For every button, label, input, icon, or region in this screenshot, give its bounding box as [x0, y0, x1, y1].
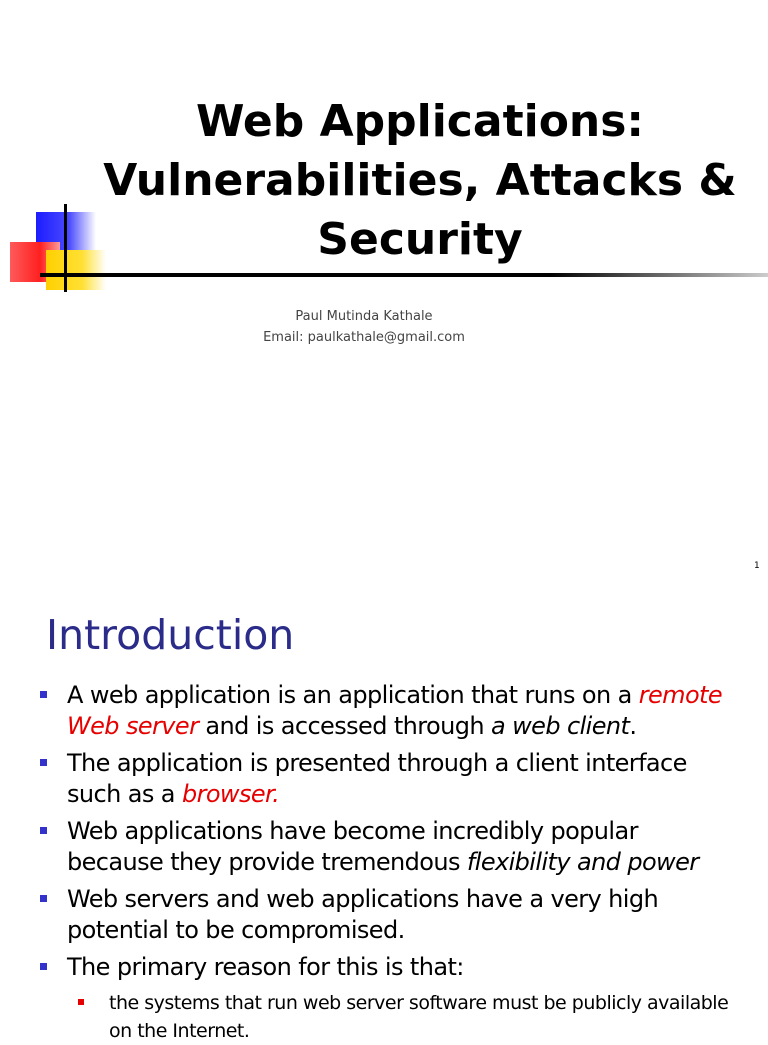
title-line-3: Security: [317, 214, 523, 265]
sub-bullet-text: the systems that run web server software must be publicly available on the Internet.: [109, 992, 729, 1042]
slide-title: [80, 92, 760, 269]
bullet-text: The application is presented through a client interface such as a: [67, 749, 687, 808]
square-bullet-icon: [40, 963, 47, 970]
title-line-2: Vulnerabilities, Attacks &: [103, 155, 737, 206]
list-item: [38, 748, 738, 810]
author-name: Paul Mutinda Kathale: [295, 309, 433, 324]
emphasis-text: browser.: [181, 780, 280, 808]
title-line-1: Web Applications:: [195, 96, 645, 147]
horizontal-rule: [40, 273, 768, 277]
author-block: [0, 306, 728, 348]
bullet-text: The primary reason for this is that:: [67, 953, 464, 981]
square-bullet-icon: [40, 759, 47, 766]
bullet-text: .: [629, 712, 637, 740]
author-email: Email: paulkathale@gmail.com: [263, 330, 465, 345]
bullet-list: [38, 680, 738, 1045]
list-item: [38, 952, 738, 983]
bullet-text: and is accessed through: [198, 712, 491, 740]
list-item: [38, 884, 738, 946]
square-bullet-icon: [40, 827, 47, 834]
sub-list-item: [78, 989, 738, 1045]
bullet-text: A web application is an application that runs on a: [67, 681, 639, 709]
list-item: [38, 680, 738, 742]
list-item: [38, 816, 738, 878]
square-bullet-icon: [40, 691, 47, 698]
square-bullet-icon: [40, 895, 47, 902]
bullet-text: Web servers and web applications have a very high potential to be compromised.: [67, 885, 659, 944]
emphasis-text: remote Web server: [67, 681, 723, 740]
introduction-slide: [0, 580, 768, 1042]
emphasis-text: flexibility and power: [466, 848, 699, 876]
bullet-text: Web applications have become incredibly popular because they provide tremendous: [67, 817, 638, 876]
page-number: 1: [754, 561, 760, 571]
slide-title: Introduction: [46, 611, 295, 659]
emphasis-text: a web client: [491, 712, 630, 740]
vertical-rule: [64, 204, 67, 292]
red-square-bullet-icon: [78, 999, 84, 1005]
